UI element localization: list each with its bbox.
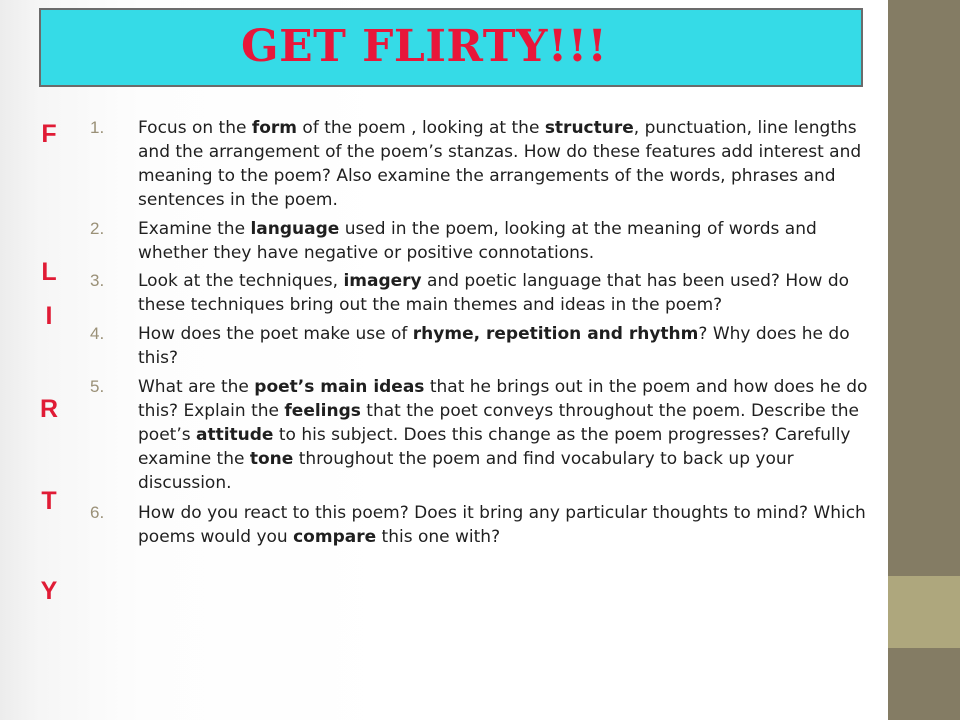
- point-text: and poetic language that has been used? How do these techniques bring out the main themes and ideas in the poem?: [138, 271, 850, 315]
- point-text: this one with?: [376, 527, 501, 547]
- discussion-points-list: [88, 116, 884, 554]
- discussion-point-3: [88, 269, 884, 317]
- side-bar-accent-block: [888, 576, 960, 648]
- point-text: What are the: [138, 377, 255, 397]
- emphasis-text: feelings: [284, 401, 361, 421]
- point-text: How do you react to this poem? Does it bring any particular thoughts to mind? Which poems would you: [138, 503, 866, 547]
- point-number: 6.: [90, 503, 105, 522]
- point-text: Examine the: [138, 219, 251, 239]
- emphasis-text: structure: [544, 118, 634, 138]
- emphasis-text: compare: [293, 527, 377, 547]
- point-text: that the poet conveys throughout the poem. Describe the poet’s: [138, 401, 859, 445]
- point-text: How does the poet make use of: [138, 324, 413, 344]
- point-number: 1.: [90, 118, 105, 137]
- point-number: 5.: [90, 377, 105, 396]
- decorative-side-bar: [888, 0, 960, 720]
- emphasis-text: language: [250, 219, 340, 239]
- acrostic-letter-i: I: [45, 302, 53, 330]
- emphasis-text: rhyme, repetition and rhythm: [412, 324, 699, 344]
- discussion-point-4: [88, 322, 884, 370]
- acrostic-letter-l: L: [41, 258, 57, 286]
- point-text: Look at the techniques,: [138, 271, 344, 291]
- emphasis-text: tone: [249, 449, 294, 469]
- slide-title: GET FLIRTY!!!: [241, 21, 608, 72]
- point-text: that he brings out in the poem and how does he do this? Explain the: [138, 377, 868, 421]
- title-banner: [39, 8, 863, 87]
- acrostic-letter-f: F: [41, 120, 57, 148]
- point-text: used in the poem, looking at the meaning of words and whether they have negative or positive connotations.: [138, 219, 817, 263]
- discussion-point-2: [88, 217, 884, 265]
- point-text: throughout the poem and find vocabulary to back up your discussion.: [138, 449, 794, 493]
- emphasis-text: poet’s main ideas: [254, 377, 425, 397]
- point-text: ? Why does he do this?: [138, 324, 850, 368]
- discussion-point-1: [88, 116, 884, 212]
- point-number: 3.: [90, 271, 105, 290]
- emphasis-text: imagery: [343, 271, 422, 291]
- acrostic-letter-t: T: [41, 487, 57, 515]
- emphasis-text: attitude: [195, 425, 274, 445]
- point-number: 4.: [90, 324, 105, 343]
- point-text: of the poem , looking at the: [297, 118, 545, 138]
- point-text: Focus on the: [138, 118, 252, 138]
- emphasis-text: form: [251, 118, 298, 138]
- acrostic-letter-r: R: [39, 395, 59, 423]
- acrostic-letter-y: Y: [40, 577, 58, 605]
- point-number: 2.: [90, 219, 105, 238]
- discussion-point-5: [88, 375, 884, 495]
- discussion-point-6: [88, 501, 884, 549]
- point-text: , punctuation, line lengths and the arrangement of the poem’s stanzas. How do these features add interest and meaning to the poem? Also examine the arrangements of the words, phrases and sentences in the poem.: [138, 118, 862, 210]
- point-text: to his subject. Does this change as the poem progresses? Carefully examine the: [138, 425, 851, 469]
